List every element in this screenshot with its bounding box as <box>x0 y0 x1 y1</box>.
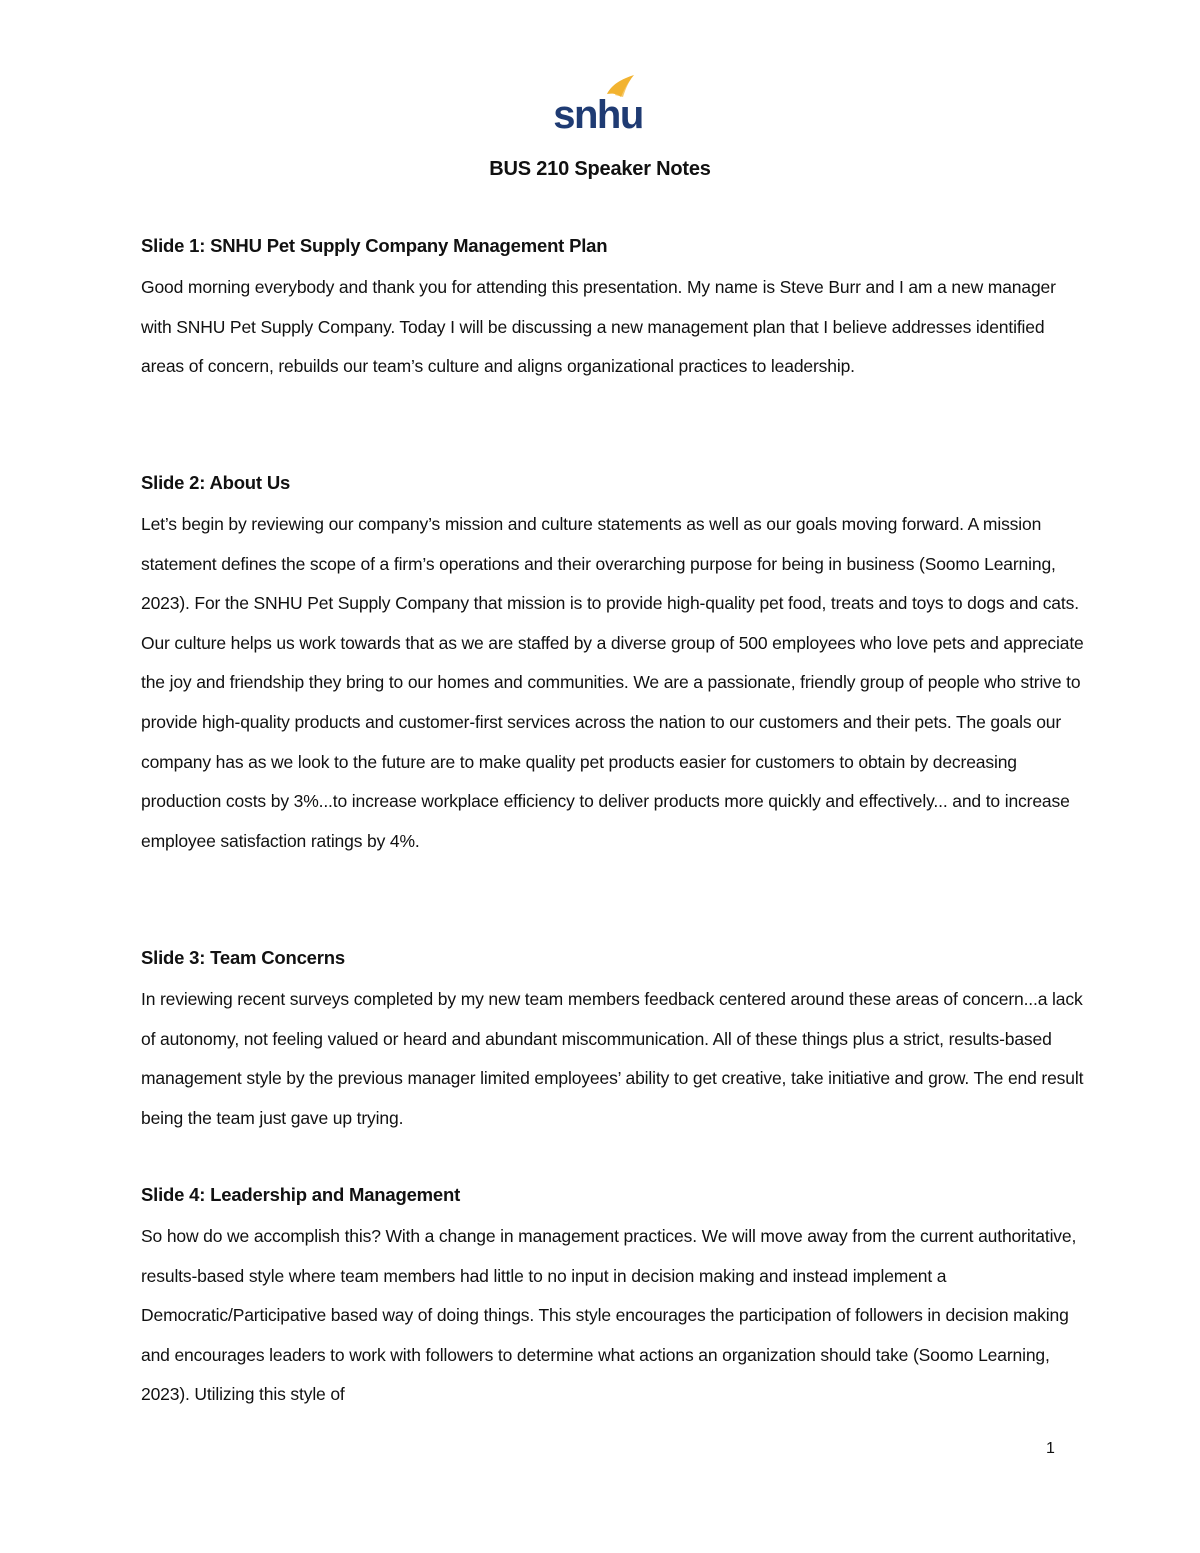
snhu-logo <box>552 70 644 134</box>
page-number: 1 <box>1046 1440 1055 1457</box>
section-slide-3 <box>141 946 1091 1138</box>
logo-wordmark: snhu <box>553 93 643 134</box>
section-body: Let’s begin by reviewing our company’s mission and culture statements as well as our goals moving forward. A mission statement defines the scope of a firm’s operations and their overarching purpose for being in business (Soomo Learning, 2023). For the SNHU Pet Supply Company that mission is to provide high-quality pet food, treats and toys to dogs and cats. Our culture helps us work towards that as we are staffed by a diverse group of 500 employees who love pets and appreciate the joy and friendship they bring to our homes and communities. We are a passionate, friendly group of people who strive to provide high-quality products and customer-first services across the nation to our customers and their pets. The goals our company has as we look to the future are to make quality pet products easier for customers to obtain by decreasing production costs by 3%...to increase workplace efficiency to deliver products more quickly and effectively... and to increase employee satisfaction ratings by 4%. <box>141 514 1084 851</box>
document-title: BUS 210 Speaker Notes <box>489 158 711 180</box>
section-heading: Slide 4: Leadership and Management <box>141 1184 461 1205</box>
section-heading: Slide 1: SNHU Pet Supply Company Management Plan <box>141 235 608 256</box>
section-slide-1 <box>141 234 1091 387</box>
section-slide-4 <box>141 1183 1091 1415</box>
section-body: Good morning everybody and thank you for attending this presentation. My name is Steve Burr and I am a new manager with SNHU Pet Supply Company. Today I will be discussing a new management plan that I believe addresses identified areas of concern, rebuilds our team’s culture and aligns organizational practices to leadership. <box>141 277 1056 377</box>
section-heading: Slide 3: Team Concerns <box>141 947 345 968</box>
section-body: In reviewing recent surveys completed by my new team members feedback centered around these areas of concern...a lack of autonomy, not feeling valued or heard and abundant miscommunication. All of these things plus a strict, results-based management style by the previous manager limited employees’ ability to get creative, take initiative and grow. The end result being the team just gave up trying. <box>141 989 1084 1128</box>
section-body: So how do we accomplish this? With a change in management practices. We will move away from the current authoritative, results-based style where team members had little to no input in decision making and instead implement a Democratic/Participative based way of doing things. This style encourages the participation of followers in decision making and encourages leaders to work with followers to determine what actions an organization should take (Soomo Learning, 2023). Utilizing this style of <box>141 1226 1077 1405</box>
section-heading: Slide 2: About Us <box>141 472 291 493</box>
section-slide-2 <box>141 471 1091 861</box>
